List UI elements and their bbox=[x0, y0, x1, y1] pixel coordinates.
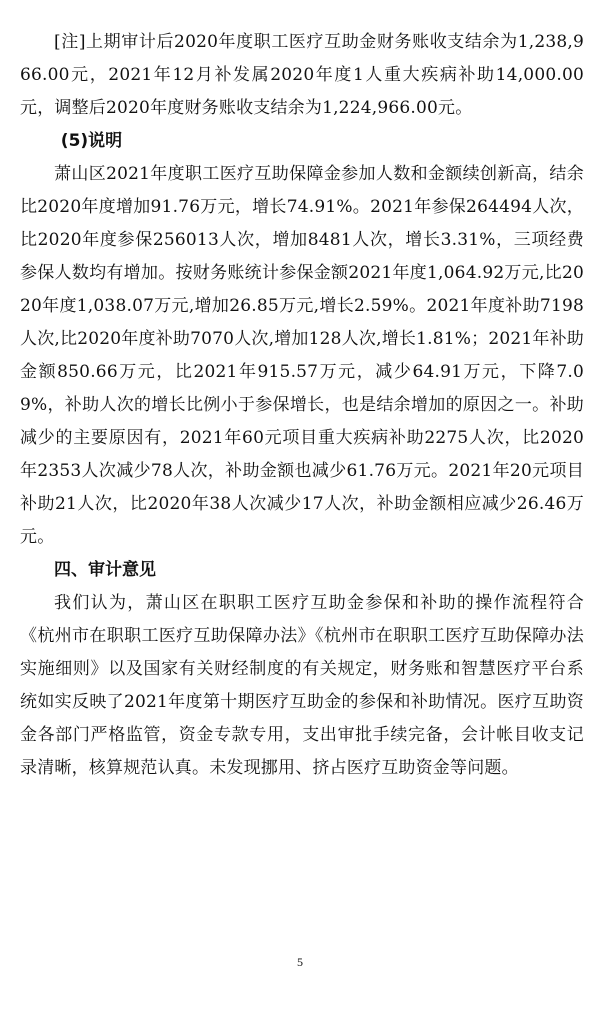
audit-paragraph: 我们认为，萧山区在职职工医疗互助金参保和补助的操作流程符合《杭州市在职职工医疗互助保障办法》《杭州市在职职工医疗互助保障办法实施细则》以及国家有关财经制度的有关规定，财务账和智慧医疗平台系统如实反映了2021年度第十期医疗互助金的参保和补助情况。医疗互助资金各部门严格监管，资金专款专用，支出审批手续完备，会计帐目收支记录清晰，核算规范认真。未发现挪用、挤占医疗互助资金等问题。 bbox=[20, 593, 584, 778]
page-number: 5 bbox=[297, 955, 303, 969]
note-paragraph: [注]上期审计后2020年度职工医疗互助金财务账收支结余为1,238,966.00元，2021年12月补发属2020年度1人重大疾病补助14,000.00元，调整后2020年度财务账收支结余为1,224,966.00元。 bbox=[20, 32, 584, 118]
document-page bbox=[20, 26, 584, 785]
section-audit-heading: 四、审计意见 bbox=[54, 560, 156, 580]
explanation-paragraph: 萧山区2021年度职工医疗互助保障金参加人数和金额续创新高，结余比2020年度增加91.76万元，增长74.91%。2021年参保264494人次，比2020年度参保256013人次，增加8481人次，增长3.31%，三项经费参保人数均有增加。按财务账统计参保金额2021年度1,064.92万元,比2020年度1,038.07万元,增加26.85万元,增长2.59%。2021年度补助7198人次,比2020年度补助7070人次,增加128人次,增长1.81%；2021年补助金额850.66万元，比2021年915.57万元，减少64.91万元，下降7.09%，补助人次的增长比例小于参保增长，也是结余增加的原因之一。补助减少的主要原因有，2021年60元项目重大疾病补助2275人次，比2020年2353人次减少78人次，补助金额也减少61.76万元。2021年20元项目补助21人次，比2020年38人次减少17人次，补助金额相应减少26.46万元。 bbox=[20, 164, 584, 547]
section-explanation-heading: (5)说明 bbox=[60, 131, 123, 151]
